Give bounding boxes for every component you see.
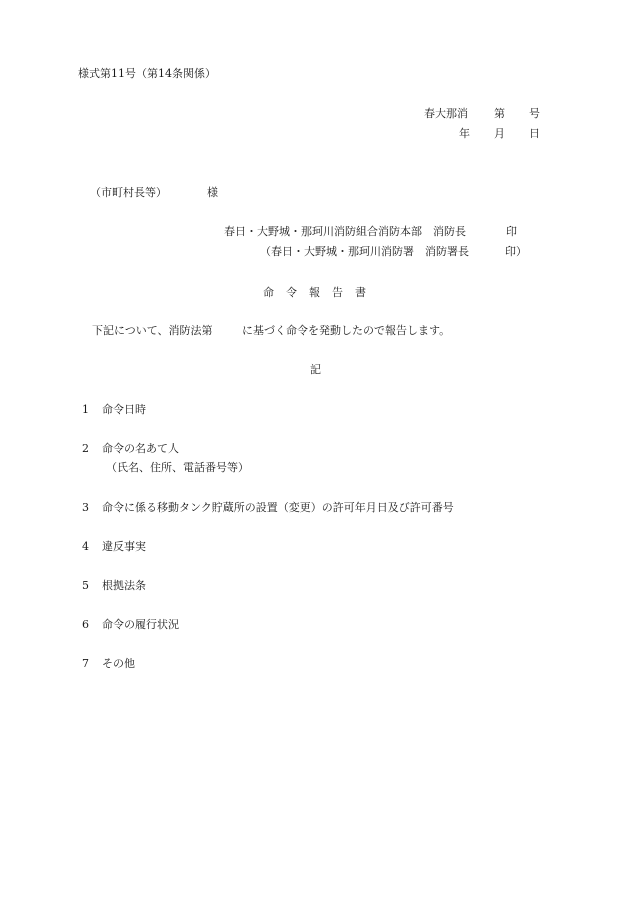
item-label: 命令日時: [102, 403, 146, 416]
item-2-sub: （氏名、住所、電話番号等）: [106, 461, 249, 474]
item-label: その他: [102, 657, 135, 670]
addressee-honorific: 様: [207, 186, 218, 199]
office-prefix: 春大那消: [424, 107, 468, 120]
item-4: [82, 540, 146, 554]
sender-station: （春日・大野城・那珂川消防署 消防署長: [260, 245, 469, 258]
ref-go: 号: [529, 107, 540, 120]
item-number: 6: [82, 618, 89, 631]
item-1: [82, 403, 146, 417]
item-label: 根拠法条: [102, 579, 146, 592]
item-number: 2: [82, 442, 89, 455]
sender-chief: 春日・大野城・那珂川消防組合消防本部 消防長: [224, 225, 466, 238]
title-char: 令: [286, 286, 297, 299]
date-month: 月: [494, 127, 505, 140]
item-7: [82, 657, 135, 671]
item-label: 違反事実: [102, 540, 146, 553]
item-number: 1: [82, 403, 89, 416]
item-number: 5: [82, 579, 89, 592]
title-char: 告: [332, 286, 343, 299]
title-char: 命: [263, 286, 274, 299]
item-number: 3: [82, 501, 89, 514]
item-5: [82, 579, 146, 593]
item-3: [82, 501, 454, 515]
item-number: 4: [82, 540, 89, 553]
item-2: [82, 442, 179, 456]
document-title: [263, 286, 367, 300]
intro-part2: に基づく命令を発動したので報告します。: [242, 324, 451, 337]
item-6: [82, 618, 179, 632]
ki-heading: 記: [310, 363, 321, 376]
date-day: 日: [529, 127, 540, 140]
addressee-name: （市町村長等）: [90, 186, 167, 199]
title-char: 書: [355, 286, 366, 299]
ref-dai: 第: [494, 107, 505, 120]
form-number: 様式第11号（第14条関係）: [78, 67, 216, 80]
item-label: 命令の名あて人: [102, 442, 179, 455]
date-year: 年: [459, 127, 470, 140]
item-label: 命令に係る移動タンク貯蔵所の設置（変更）の許可年月日及び許可番号: [102, 501, 454, 514]
item-label: 命令の履行状況: [102, 618, 179, 631]
title-char: 報: [309, 286, 320, 299]
sender-station-seal: 印）: [505, 245, 527, 258]
item-number: 7: [82, 657, 89, 670]
intro-part1: 下記について、消防法第: [92, 324, 213, 337]
sender-chief-seal: 印: [506, 225, 517, 238]
